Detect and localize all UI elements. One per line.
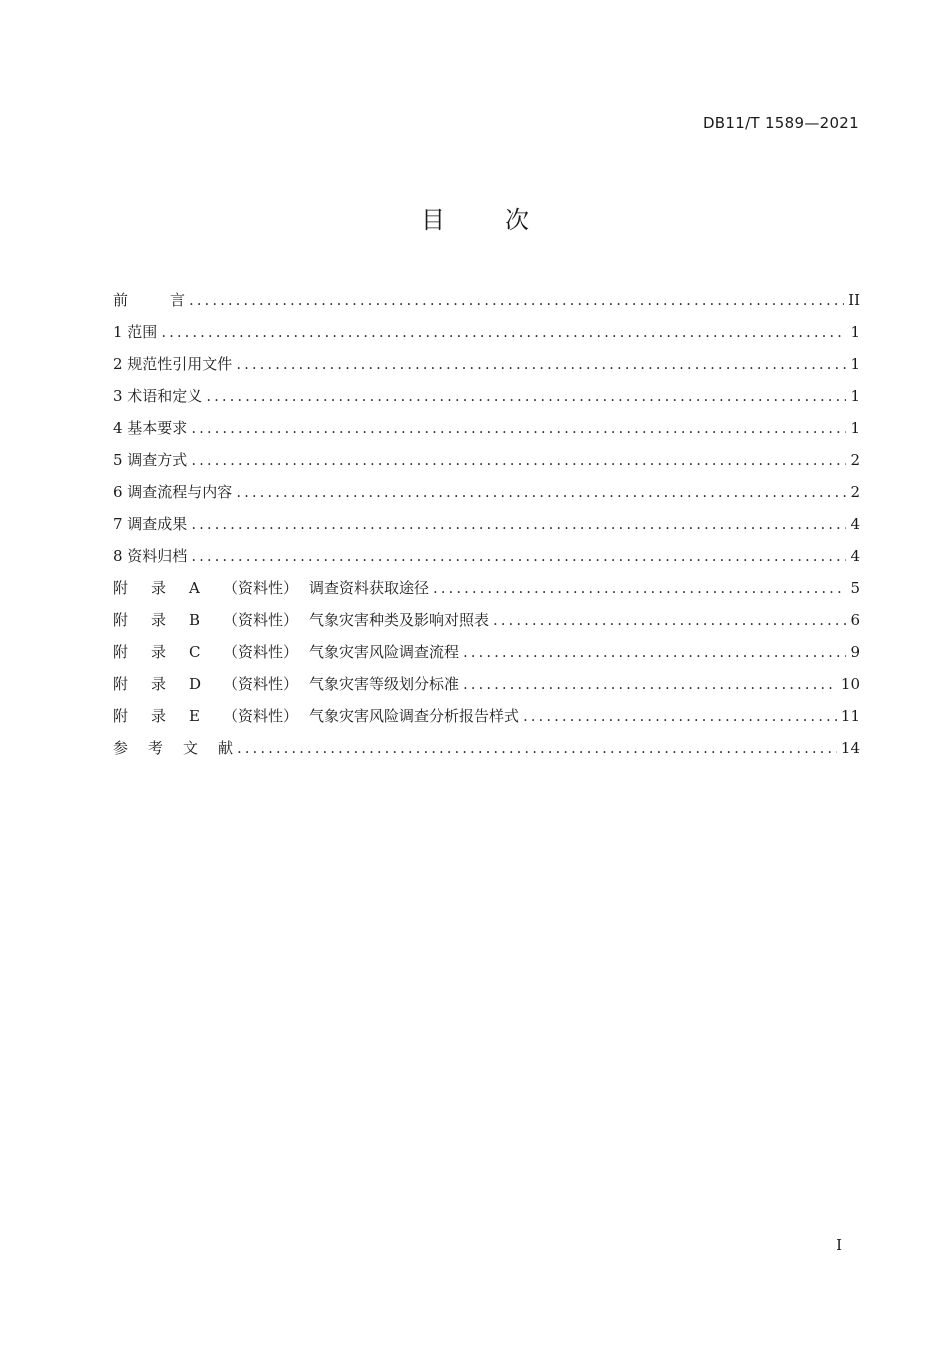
toc-entry-page: 5	[850, 579, 860, 597]
toc-leader-dots	[161, 316, 846, 348]
toc-entry-page: 9	[850, 643, 860, 661]
appendix-name: 气象灾害种类及影响对照表	[309, 611, 490, 629]
toc-entry-page: 1	[850, 355, 860, 373]
toc-leader-dots	[463, 668, 837, 700]
appendix-letter: A	[189, 579, 200, 597]
page-number: I	[836, 1236, 842, 1254]
appendix-prefix: 附	[113, 643, 129, 661]
appendix-prefix: 录	[151, 675, 167, 693]
toc-entry-survey-process[interactable]	[113, 476, 860, 508]
appendix-type: （资料性）	[223, 675, 299, 693]
toc-entry-page: 10	[840, 675, 860, 693]
appendix-prefix: 录	[151, 579, 167, 597]
toc-entry-page: 14	[840, 739, 860, 757]
appendix-prefix: 附	[113, 707, 129, 725]
toc-entry-label	[113, 604, 489, 636]
toc-entry-page: 4	[850, 547, 860, 565]
toc-entry-scope[interactable]	[113, 316, 860, 348]
document-code: DB11/T 1589—2021	[702, 114, 859, 132]
appendix-name: 气象灾害风险调查流程	[309, 643, 460, 661]
toc-entry-survey-results[interactable]	[113, 508, 860, 540]
toc-entry-label: 1 范围	[113, 323, 158, 341]
toc-entry-terms[interactable]	[113, 380, 860, 412]
appendix-type: （资料性）	[223, 611, 299, 629]
toc-entry-label: 5 调查方式	[113, 451, 188, 469]
toc-leader-dots	[189, 284, 844, 316]
appendix-letter: D	[189, 675, 202, 693]
toc-entry-appendix-c[interactable]	[113, 636, 860, 668]
toc-entry-label	[113, 668, 459, 700]
toc-entry-normative-references[interactable]	[113, 348, 860, 380]
toc-entry-label	[113, 700, 519, 732]
toc-entry-label	[113, 572, 429, 604]
toc-entry-archiving[interactable]	[113, 540, 860, 572]
toc-entry-page: 11	[840, 707, 860, 725]
toc-entry-label: 3 术语和定义	[113, 387, 203, 405]
toc-entry-label: 8 资料归档	[113, 547, 188, 565]
toc-leader-dots	[191, 412, 846, 444]
toc-leader-dots	[237, 732, 837, 764]
toc-leader-dots	[206, 380, 846, 412]
toc-entry-page: 1	[850, 387, 860, 405]
toc-entry-appendix-b[interactable]	[113, 604, 860, 636]
toc-entry-page: 1	[850, 419, 860, 437]
toc-entry-label: 7 调查成果	[113, 515, 188, 533]
appendix-letter: C	[189, 643, 201, 661]
toc-entry-foreword[interactable]	[113, 284, 860, 316]
appendix-type: （资料性）	[223, 707, 299, 725]
toc-leader-dots	[236, 476, 846, 508]
toc-entry-page: 4	[850, 515, 860, 533]
toc-entry-label: 6 调查流程与内容	[113, 483, 233, 501]
toc-entry-survey-methods[interactable]	[113, 444, 860, 476]
appendix-type: （资料性）	[223, 643, 299, 661]
toc-entry-page: 1	[850, 323, 860, 341]
toc-entry-page: II	[848, 291, 860, 309]
appendix-prefix: 附	[113, 611, 129, 629]
toc-leader-dots	[236, 348, 846, 380]
page-title: 目次	[421, 206, 589, 234]
toc-entry-appendix-d[interactable]	[113, 668, 860, 700]
appendix-prefix: 附	[113, 675, 129, 693]
appendix-name: 气象灾害等级划分标准	[309, 675, 460, 693]
toc-entry-appendix-e[interactable]	[113, 700, 860, 732]
appendix-letter: E	[189, 707, 200, 725]
toc-entry-label: 参考文献	[113, 739, 254, 757]
toc-entry-page: 6	[850, 611, 860, 629]
toc-entry-label: 2 规范性引用文件	[113, 355, 233, 373]
table-of-contents	[113, 284, 860, 764]
toc-entry-references[interactable]	[113, 732, 860, 764]
appendix-type: （资料性）	[223, 579, 299, 597]
toc-entry-appendix-a[interactable]	[113, 572, 860, 604]
toc-entry-page: 2	[850, 451, 860, 469]
toc-leader-dots	[191, 444, 846, 476]
appendix-name: 调查资料获取途径	[309, 579, 430, 597]
toc-entry-label: 前言	[113, 291, 228, 309]
appendix-name: 气象灾害风险调查分析报告样式	[309, 707, 520, 725]
toc-entry-page: 2	[850, 483, 860, 501]
appendix-prefix: 录	[151, 707, 167, 725]
toc-leader-dots	[523, 700, 837, 732]
toc-leader-dots	[463, 636, 846, 668]
toc-leader-dots	[191, 540, 846, 572]
toc-entry-label	[113, 636, 459, 668]
appendix-prefix: 录	[151, 611, 167, 629]
toc-entry-basic-requirements[interactable]	[113, 412, 860, 444]
toc-leader-dots	[433, 572, 846, 604]
toc-leader-dots	[493, 604, 846, 636]
appendix-letter: B	[189, 611, 201, 629]
appendix-prefix: 录	[151, 643, 167, 661]
toc-leader-dots	[191, 508, 846, 540]
toc-entry-label: 4 基本要求	[113, 419, 188, 437]
appendix-prefix: 附	[113, 579, 129, 597]
